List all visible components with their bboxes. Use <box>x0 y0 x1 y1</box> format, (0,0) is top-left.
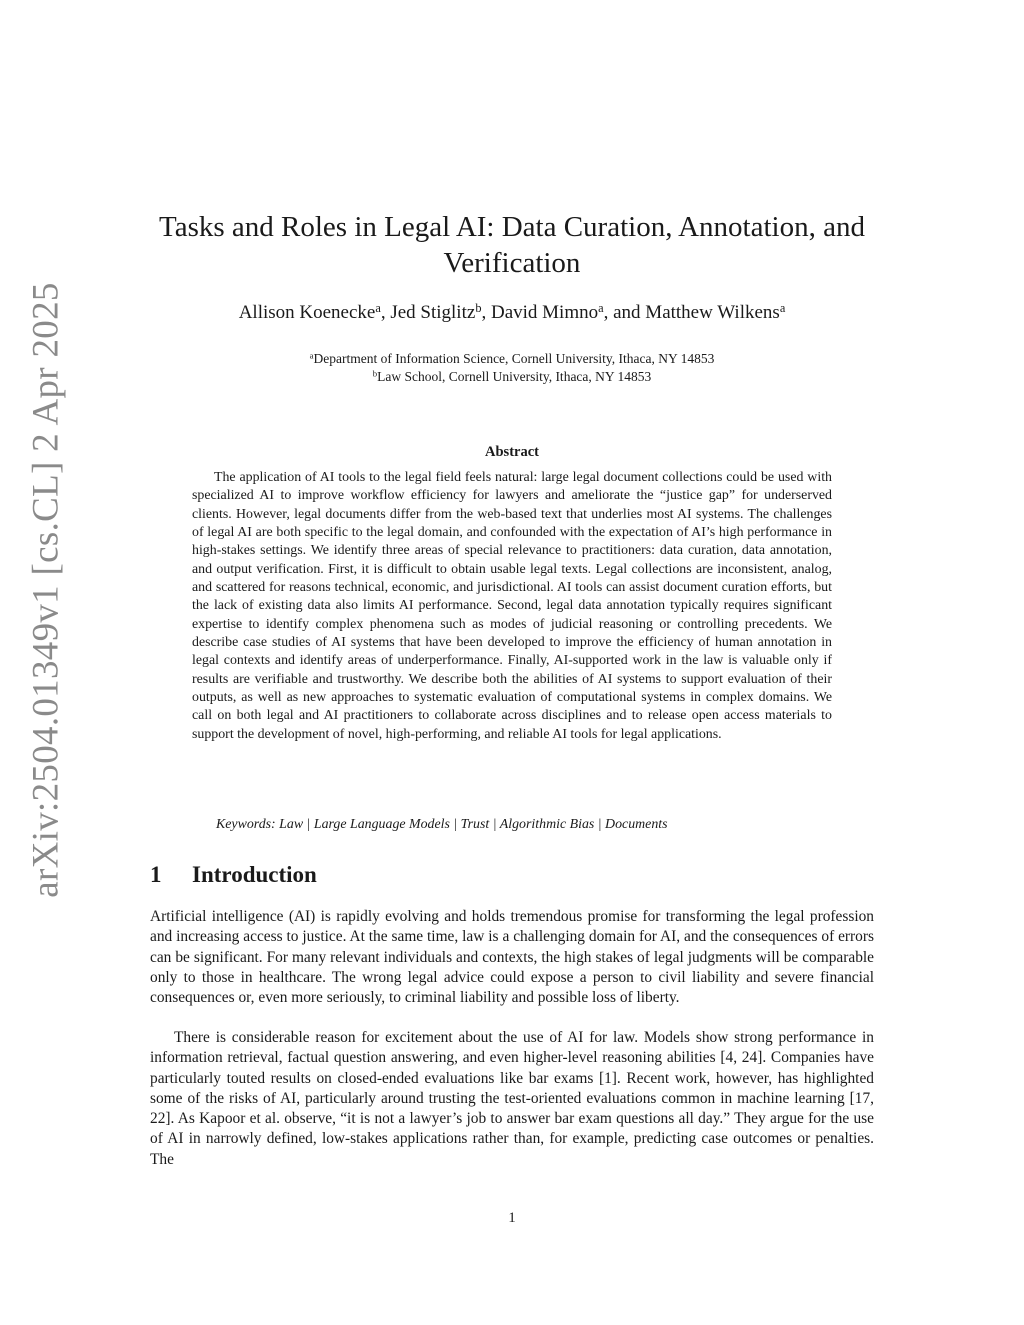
affiliation-mark: b <box>475 300 482 315</box>
author-name: Jed Stiglitz <box>390 302 476 323</box>
abstract-text: The application of AI tools to the legal field feels natural: large legal document collections could be used with specialized AI to improve workflow efficiency for lawyers and ameliorate the “justice gap” for underserved clients. However, legal documents differ from the web-based text that underlies most AI systems. The challenges of legal AI are both specific to the legal domain, and confounded with the expectation of AI’s high performance in high-stakes settings. We identify three areas of special relevance to practitioners: data curation, data annotation, and output verification. First, it is difficult to obtain usable legal texts. Legal collections are inconsistent, analog, and scattered for reasons technical, economic, and jurisdictional. AI tools can assist document curation efforts, but the lack of existing data also limits AI performance. Second, legal data annotation typically requires significant expertise to identify complex phenomena such as modes of judicial reasoning or controlling precedents. We describe case studies of AI systems that have been developed to improve the efficiency of human annotation in legal contexts and identify areas of underperformance. Finally, AI-supported work in the law is valuable only if results are verifiable and trustworthy. We describe both the abilities of AI systems to support evaluation of their outputs, as well as new approaches to systematic evaluation of computational systems in complex domains. We call on both legal and AI practitioners to collaborate across disciplines and to release open access materials to support the development of novel, high-performing, and reliable AI tools for legal applications. <box>192 470 832 742</box>
affiliation-mark: a <box>375 300 381 315</box>
body-paragraph: There is considerable reason for excitement about the use of AI for law. Models show strong performance in information retrieval, factual question answering, and even higher-level reasoning abilities [4, 24]. Companies have particularly touted results on closed-ended evaluations like bar exams [1]. Recent work, however, has highlighted some of the risks of AI, particularly around trusting the test-oriented evaluations common in machine learning [17, 22]. As Kapoor et al. observe, “it is not a lawyer’s job to answer bar exam questions all day.” They argue for the use of AI in narrowly defined, low-stakes applications rather than, for example, predicting case outcomes or penalties. The <box>150 1029 874 1168</box>
section-number: 1 <box>150 862 162 887</box>
affiliation-mark: a <box>309 350 314 361</box>
affiliation-text: Law School, Cornell University, Ithaca, NY 14853 <box>377 369 652 384</box>
author-name: Allison Koenecke <box>238 302 376 323</box>
abstract-heading: Abstract <box>485 444 539 460</box>
paper-title: Tasks and Roles in Legal AI: Data Curation, Annotation, and Verification <box>159 211 865 279</box>
affiliation-a <box>150 351 874 367</box>
author-separator: , and <box>603 302 646 323</box>
affiliation-text: Department of Information Science, Cornell University, Ithaca, NY 14853 <box>313 351 715 366</box>
page-number: 1 <box>508 1210 516 1226</box>
keywords-line: Keywords: Law | Large Language Models | Trust | Algorithmic Bias | Documents <box>216 817 668 832</box>
affiliation-b <box>150 369 874 385</box>
author-separator: , <box>481 302 491 323</box>
affiliation-mark: b <box>372 368 378 379</box>
arxiv-identifier-stamp: arXiv:2504.01349v1 [cs.CL] 2 Apr 2025 <box>25 282 67 898</box>
author-name: David Mimno <box>490 302 599 323</box>
body-paragraph: Artificial intelligence (AI) is rapidly evolving and holds tremendous promise for transforming the legal profession and increasing access to justice. At the same time, law is a challenging domain for AI, and the consequences of errors can be significant. For many relevant individuals and contexts, the high stakes of legal judgments will be comparable only to those in healthcare. The wrong legal advice could expose a person to civil liability and severe financial consequences or, even more seriously, to criminal liability and possible loss of liberty. <box>150 908 874 1007</box>
author-list <box>150 302 874 324</box>
affiliation-mark: a <box>598 300 604 315</box>
author-separator: , <box>380 302 391 323</box>
section-title: Introduction <box>192 862 317 887</box>
affiliation-mark: a <box>779 300 786 315</box>
section-heading-introduction <box>150 862 317 888</box>
author-name: Matthew Wilkens <box>645 302 780 323</box>
